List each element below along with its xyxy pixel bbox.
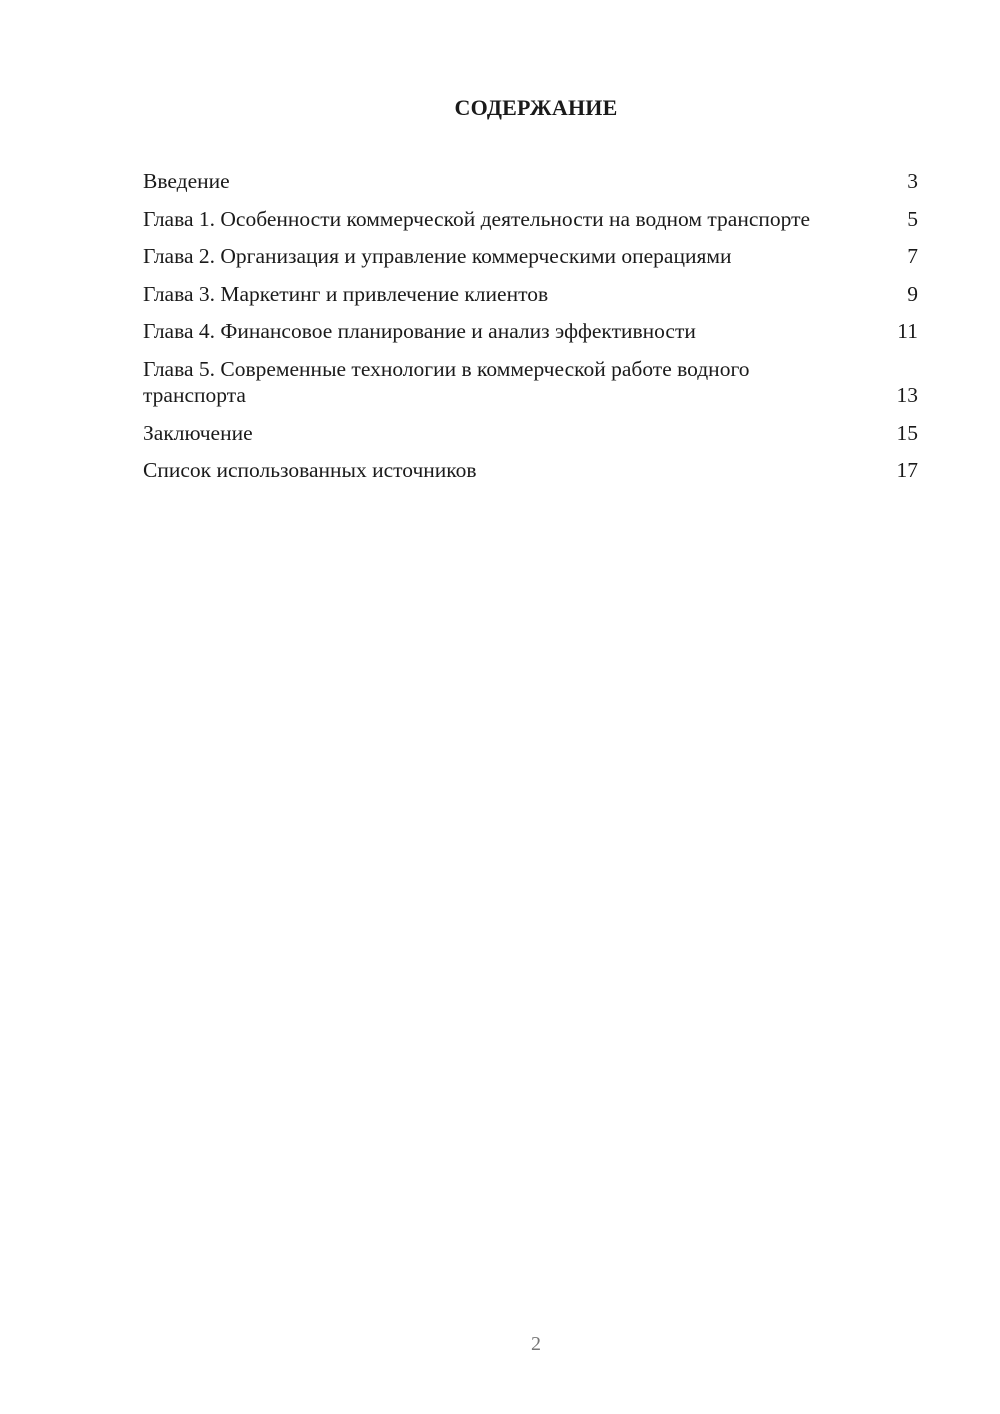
toc-entry-chapter-4[interactable] [143,318,918,345]
toc-entry-page: 11 [897,319,918,343]
page-title: СОДЕРЖАНИЕ [454,95,618,120]
toc-entry-introduction[interactable] [143,168,918,195]
toc-entry-title: Глава 4. Финансовое планирование и анализ эффективности [143,319,696,343]
toc-entry-chapter-1[interactable] [143,206,918,233]
toc-entry-conclusion[interactable] [143,420,918,447]
toc-entry-chapter-5[interactable] [143,356,918,409]
toc-entry-page: 17 [896,458,918,482]
toc-entry-page: 13 [896,383,918,407]
toc-entry-title: Введение [143,169,230,193]
toc-entry-title: Глава 1. Особенности коммерческой деятельности на водном транспорте [143,206,811,231]
page-number: 2 [531,1333,541,1355]
toc-entry-title: Список использованных источников [143,458,477,482]
toc-entry-chapter-2[interactable] [143,243,918,270]
toc-entry-page: 9 [907,281,918,306]
toc-entry-page: 3 [907,169,918,193]
toc-entry-page: 5 [907,206,918,231]
table-of-contents [143,168,918,495]
toc-entry-title: Заключение [143,420,253,445]
toc-entry-page: 15 [896,420,918,445]
toc-entry-page: 7 [907,244,918,268]
toc-entry-title: Глава 3. Маркетинг и привлечение клиентов [143,281,549,306]
toc-entry-title: Глава 5. Современные технологии в коммерческой работе водного транспорта [143,356,750,407]
toc-entry-references[interactable] [143,457,918,484]
toc-entry-title: Глава 2. Организация и управление коммерческими операциями [143,244,732,268]
toc-entry-chapter-3[interactable] [143,281,918,308]
